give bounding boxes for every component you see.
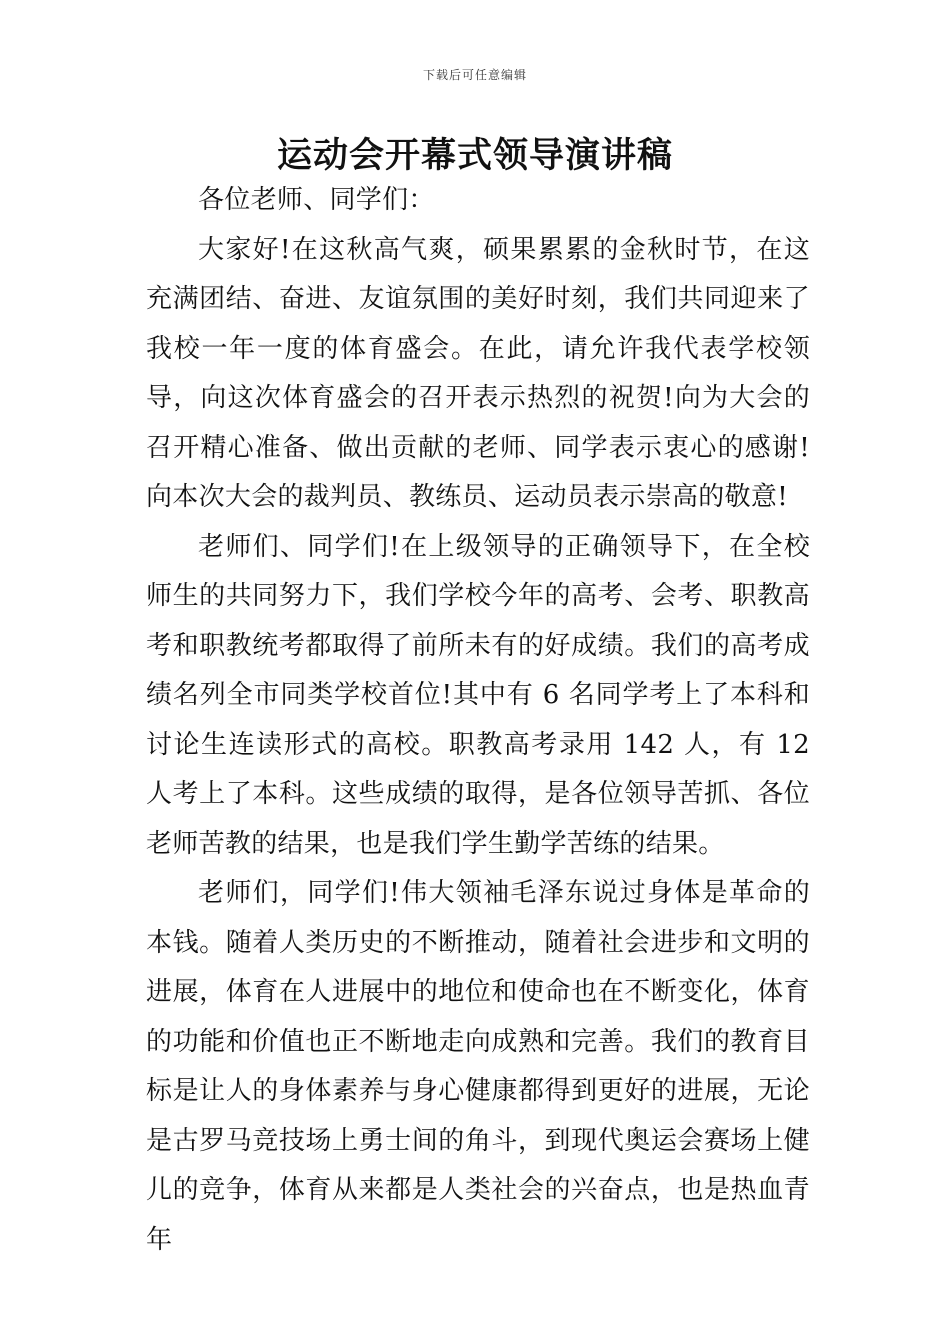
header-note: 下载后可任意编辑 [422, 68, 527, 82]
document-title: 运动会开幕式领导演讲稿 [276, 136, 673, 176]
document-body [146, 176, 810, 1265]
body-paragraph: 老师们，同学们!伟大领袖毛泽东说过身体是革命的本钱。随着人类历史的不断推动，随着社会进步和文明的进展，体育在人进展中的地位和使命也在不断变化，体育的功能和价值也正不断地走向成熟和完善。我们的教育目标是让人的身体素养与身心健康都得到更好的进展，无论是古罗马竞技场上勇士间的角斗，到现代奥运会赛场上健儿的竞争，体育从来都是人类社会的兴奋点，也是热血青年 [146, 878, 810, 1255]
body-paragraph: 老师们、同学们!在上级领导的正确领导下，在全校师生的共同努力下，我们学校今年的高考、会考、职教高考和职教统考都取得了前所未有的好成绩。我们的高考成绩名列全市同类学校首位!其中有 6 名同学考上了本科和讨论生连读形式的高校。职教高考录用 142 人，有 12 人考上了本科。这些成绩的取得，是各位领导苦抓、各位老师苦教的结果，也是我们学生勤学苦练的结果。 [146, 531, 810, 859]
body-paragraph: 大家好!在这秋高气爽，硕果累累的金秋时节，在这充满团结、奋进、友谊氛围的美好时刻，我们共同迎来了我校一年一度的体育盛会。在此，请允许我代表学校领导，向这次体育盛会的召开表示热烈的祝贺!向为大会的召开精心准备、做出贡献的老师、同学表示衷心的感谢!向本次大会的裁判员、教练员、运动员表示崇高的敬意! [146, 234, 810, 512]
greeting-paragraph: 各位老师、同学们： [198, 185, 435, 215]
